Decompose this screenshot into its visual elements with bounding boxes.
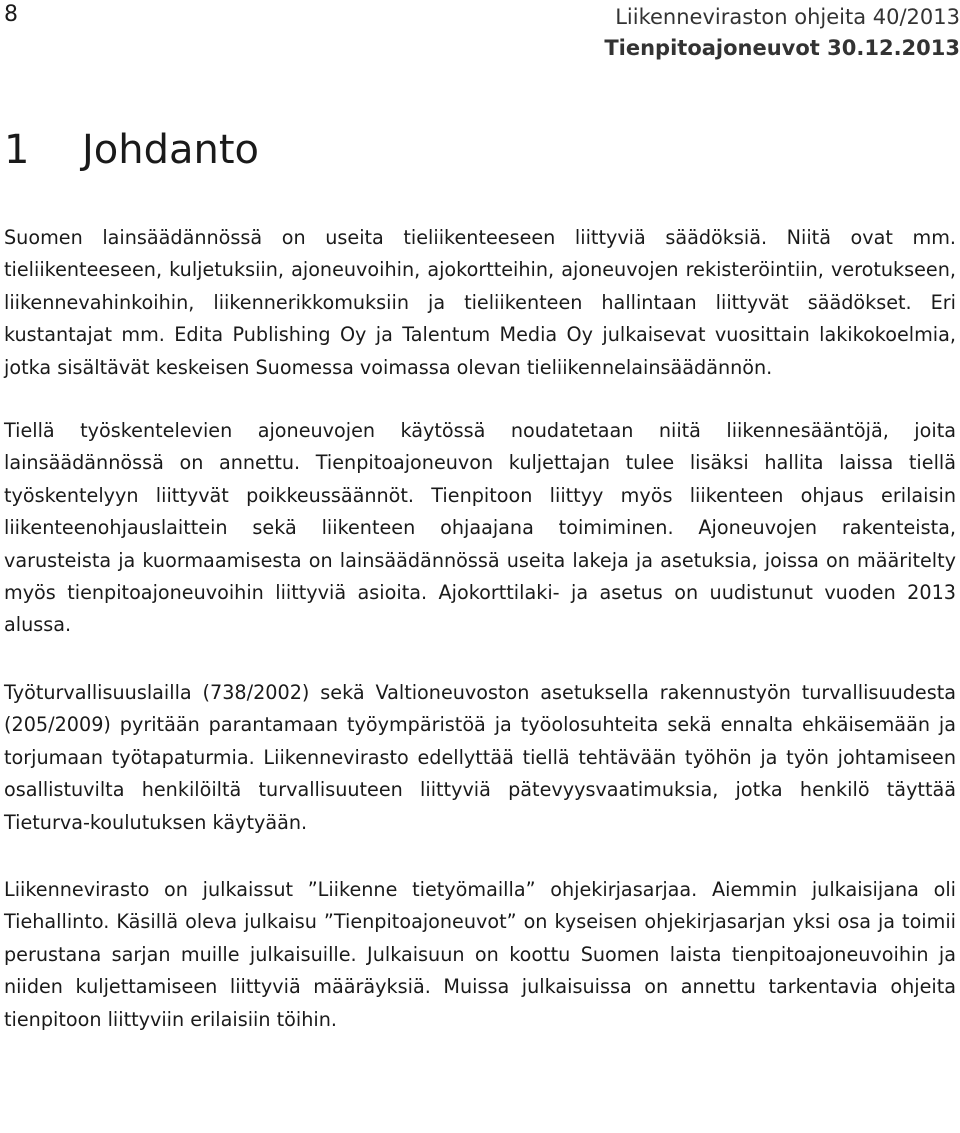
chapter-number: 1 <box>4 127 30 173</box>
page-number: 8 <box>4 2 18 27</box>
paragraph-publication-series: Liikennevirasto on julkaissut ”Liikenne tietyömailla” ohjekirjasarjaa. Aiemmin julkaisijana oli Tiehallinto. Käsillä oleva julkaisu ”Tienpitoajoneuvot” on kyseisen ohjekirjasarjan yksi osa ja toimii perustana sarjan muille julkaisuille. Julkaisuun on koottu Suomen laista tienpitoajoneuvoihin ja niiden kuljettamiseen liittyviä määräyksiä. Muissa julkaisuissa on annettu tarkentavia ohjeita tienpitoon liittyviin erilaisiin töihin. <box>4 877 956 1031</box>
body-text <box>4 222 956 1068</box>
paragraph-traffic-rules: Tiellä työskentelevien ajoneuvojen käytössä noudatetaan niitä liikennesääntöjä, joita lainsäädännössä on annettu. Tienpitoajoneuvon kuljettajan tulee lisäksi hallita laissa tiellä työskentelyyn liittyvät poikkeussäännöt. Tienpitoon liittyy myös liikenteen ohjaus erilaisin liikenteenohjauslaittein sekä liikenteen ohjaajana toimiminen. Ajoneuvojen rakenteista, varusteista ja kuormaamisesta on lainsäädännössä useita lakeja ja asetuksia, joissa on määritelty myös tienpitoajoneuvoihin liittyviä asioita. Ajokorttilaki- ja asetus on uudistunut vuoden 2013 alussa. <box>4 419 956 637</box>
document-title-date: Tienpitoajoneuvot 30.12.2013 <box>604 36 960 60</box>
chapter-title: Johdanto <box>82 127 260 173</box>
running-header <box>604 2 960 64</box>
chapter-heading <box>4 124 259 176</box>
paragraph-work-safety: Työturvallisuuslailla (738/2002) sekä Valtioneuvoston asetuksella rakennustyön turvallisuudesta (205/2009) pyritään parantamaan työympäristöä ja työolosuhteita sekä ennalta ehkäisemään ja torjumaan työtapaturmia. Liikennevirasto edellyttää tiellä tehtävään työhön ja työn johtamiseen osallistuvilta henkilöiltä turvallisuuteen liittyviä pätevyysvaatimuksia, jotka henkilö täyttää Tieturva-koulutuksen käytyään. <box>4 680 956 834</box>
paragraph-legislation: Suomen lainsäädännössä on useita tieliikenteeseen liittyviä säädöksiä. Niitä ovat mm. tieliikenteeseen, kuljetuksiin, ajoneuvoihin, ajokortteihin, ajoneuvojen rekisteröintiin, verotukseen, liikennevahinkoihin, liikennerikkomuksiin ja tieliikenteen hallintaan liittyvät säädökset. Eri kustantajat mm. Edita Publishing Oy ja Talentum Media Oy julkaisevat vuosittain lakikokoelmia, jotka sisältävät keskeisen Suomessa voimassa olevan tieliikennelainsäädännön. <box>4 226 956 379</box>
publication-series: Liikenneviraston ohjeita 40/2013 <box>615 5 960 29</box>
